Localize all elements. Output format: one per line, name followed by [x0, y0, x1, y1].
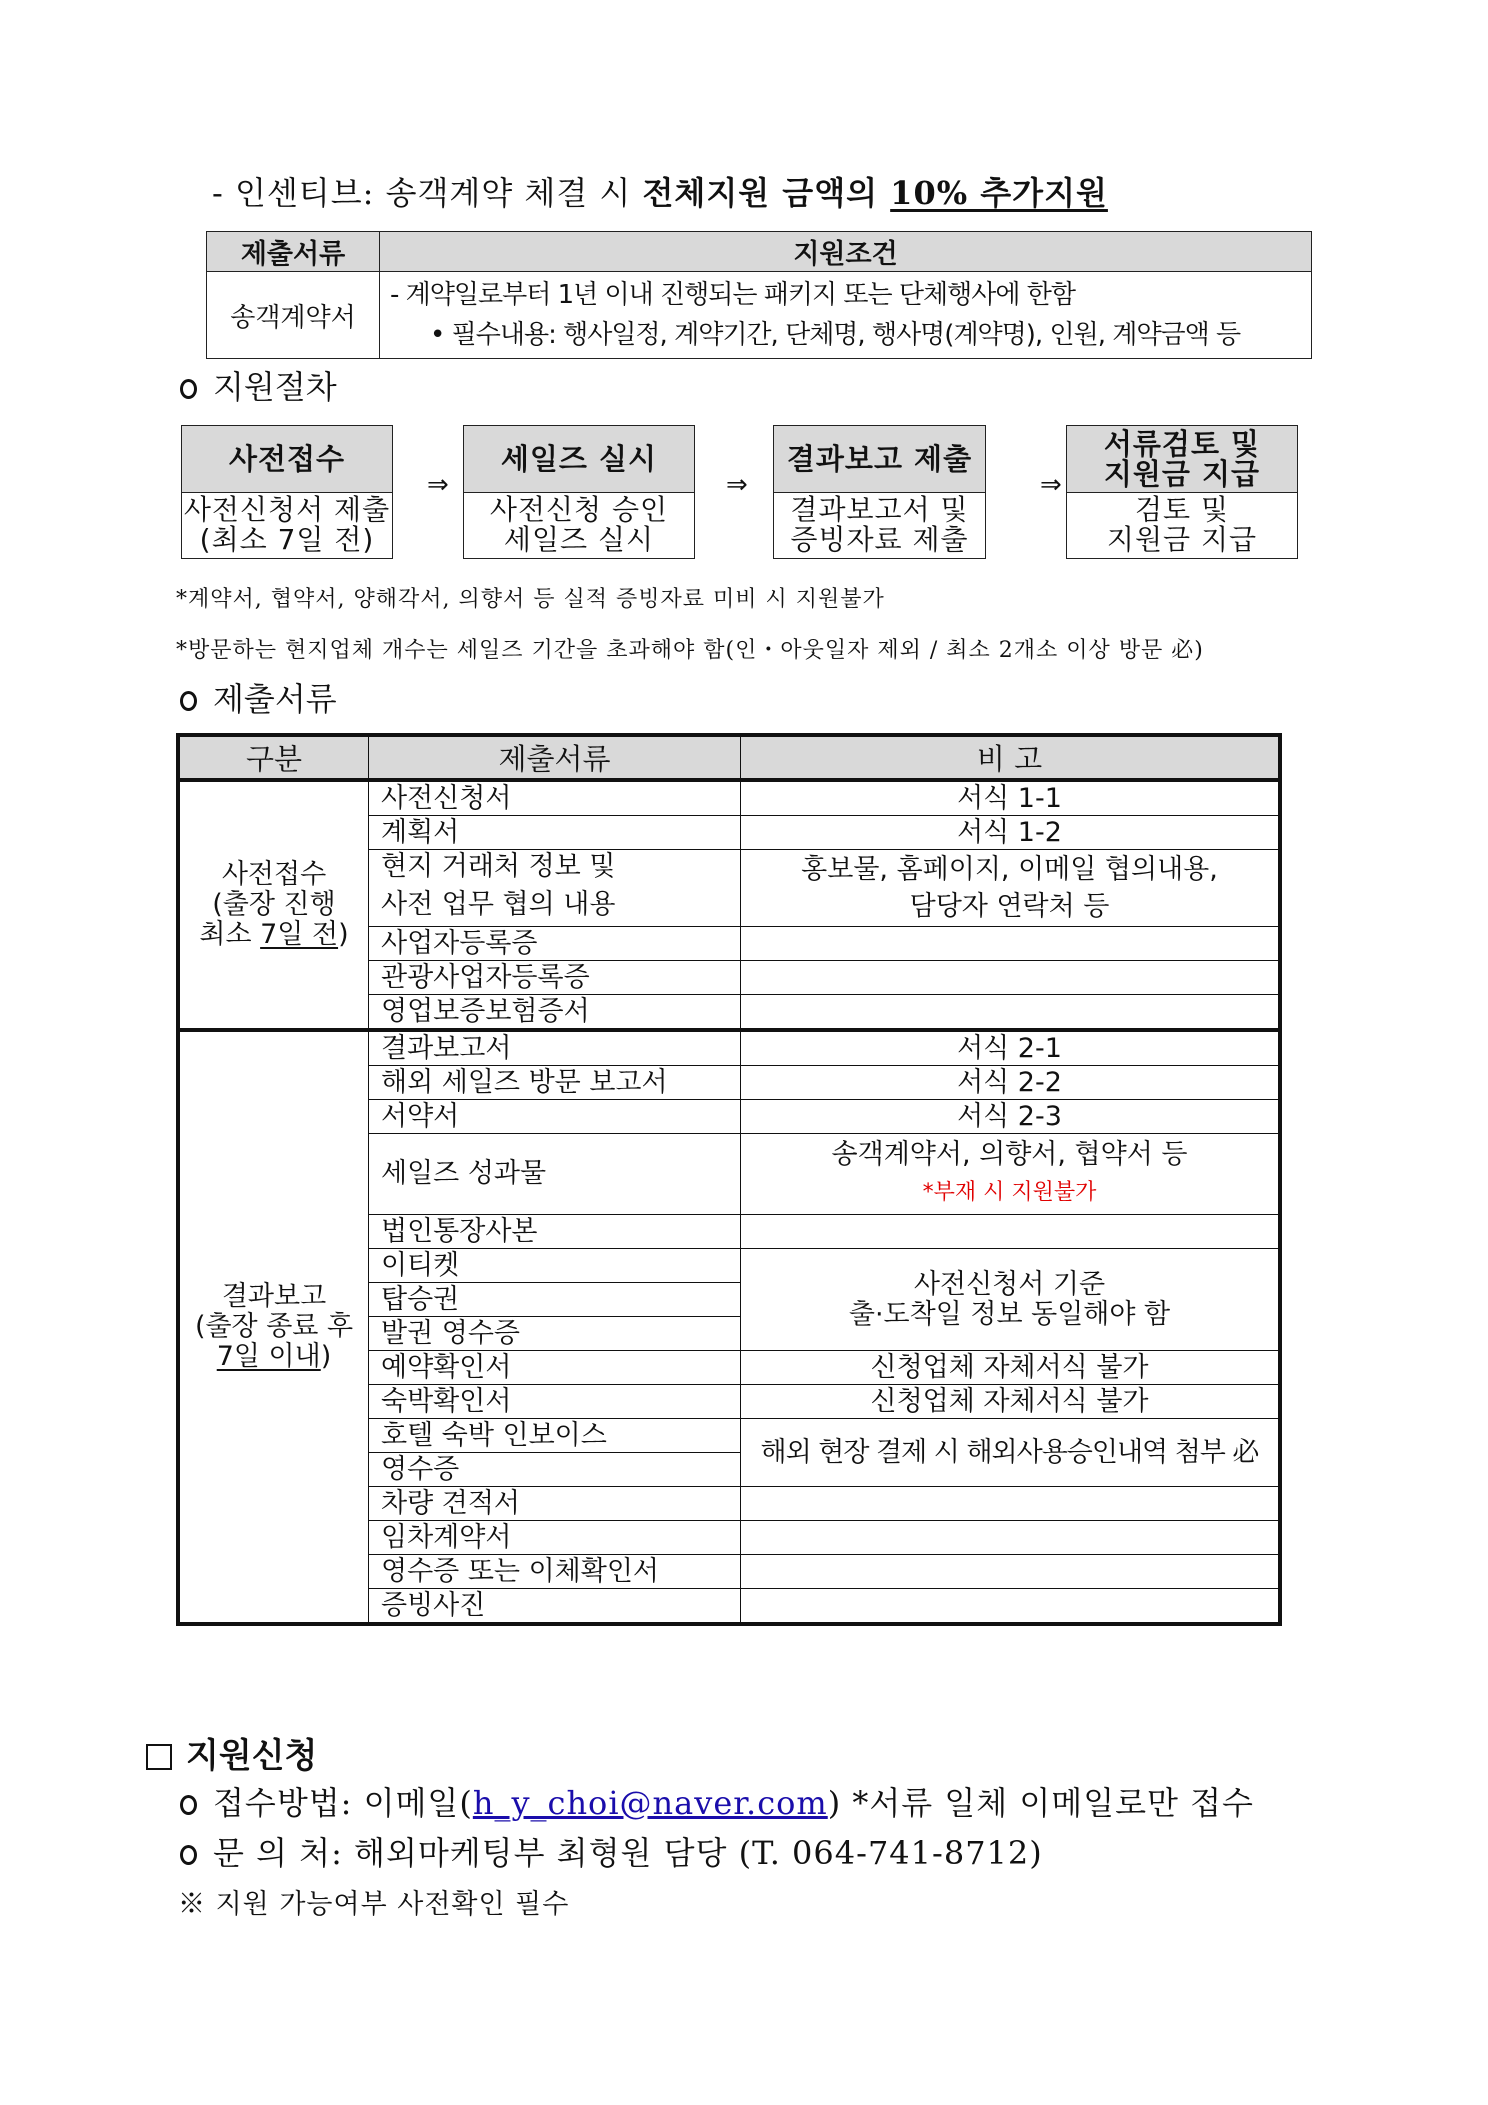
note-cell: 서식 2-1 [741, 1030, 1281, 1066]
group-label-line: (출장 진행 [212, 889, 336, 920]
flow-step-body [464, 493, 694, 557]
condition-line: • 필수내용: 행사일정, 계약기간, 단체명, 행사명(계약명), 인원, 계약금액 등 [430, 320, 1241, 350]
procedure-note: *계약서, 협약서, 양해각서, 의향서 등 실적 증빙자료 미비 시 지원불가 [176, 587, 885, 612]
application-method [180, 1778, 1254, 1824]
flow-step-title-line: 지원금 지급 [1103, 457, 1261, 491]
note-cell: 서식 1-2 [741, 816, 1281, 850]
condition-line: - 계약일로부터 1년 이내 진행되는 패키지 또는 단체행사에 한함 [390, 280, 1075, 310]
incentive-bold: 전체지원 금액의 [642, 174, 891, 212]
note-cell [741, 961, 1281, 995]
note-line: 담당자 연락처 등 [909, 891, 1110, 922]
note-cell: 서식 2-2 [741, 1066, 1281, 1100]
flow-step-body-line: (최소 7일 전) [199, 523, 375, 556]
note-cell: 신청업체 자체서식 불가 [741, 1385, 1281, 1419]
flow-step-title: 결과보고 제출 [774, 426, 985, 493]
flow-step-title-line: 서류검토 및 [1103, 427, 1261, 461]
group-label-part: ) [338, 919, 349, 950]
note-cell: 해외 현장 결제 시 해외사용승인내역 첨부 必 [741, 1419, 1281, 1487]
note-cell [741, 927, 1281, 961]
application-notice: ※ 지원 가능여부 사전확인 필수 [178, 1889, 570, 1920]
document-cell: 송객계약서 [207, 272, 380, 359]
incentive-highlight: 10% 추가지원 [890, 174, 1108, 212]
note-cell [741, 1589, 1281, 1625]
document-cell: 탑승권 [369, 1283, 741, 1317]
circle-bullet-icon [180, 379, 197, 399]
warning-note: *부재 시 지원불가 [922, 1180, 1097, 1205]
document-cell: 영수증 또는 이체확인서 [369, 1555, 741, 1589]
note-cell [741, 995, 1281, 1031]
flow-step-body-line: 사전신청서 제출 [183, 493, 391, 526]
group-label-line: (출장 종료 후 [194, 1311, 354, 1342]
flow-step-body [774, 493, 985, 557]
document-cell: 차량 견적서 [369, 1487, 741, 1521]
group-label-part: ) [320, 1341, 332, 1372]
note-line: 홍보물, 홈페이지, 이메일 협의내용, [801, 854, 1218, 885]
flow-step-body [1067, 493, 1297, 557]
document-cell: 사전 업무 협의 내용 [369, 883, 741, 927]
group-label-pre-registration [178, 780, 369, 1030]
note-cell: 서식 2-3 [741, 1100, 1281, 1134]
flow-step-report [773, 425, 986, 559]
column-header: 제출서류 [369, 735, 741, 780]
incentive-line [212, 168, 1108, 214]
flow-step-title: 사전접수 [182, 426, 392, 493]
flow-step-title [1067, 426, 1297, 493]
document-cell: 영업보증보험증서 [369, 995, 741, 1031]
document-cell: 계획서 [369, 816, 741, 850]
table-row [207, 272, 1312, 359]
flow-step-body-line: 세일즈 실시 [503, 523, 655, 556]
document-cell: 서약서 [369, 1100, 741, 1134]
group-label-part: 최소 [199, 919, 261, 950]
note-cell [741, 1555, 1281, 1589]
group-label-result-report [178, 1030, 369, 1624]
procedure-note: *방문하는 현지업체 개수는 세일즈 기간을 초과해야 함(인・아웃일자 제외 / 최소 2개소 이상 방문 必) [176, 638, 1204, 663]
email-link[interactable]: h_y_choi@naver.com [472, 1784, 828, 1822]
document-cell: 발권 영수증 [369, 1317, 741, 1351]
column-header: 비 고 [741, 735, 1281, 780]
note-cell [741, 1487, 1281, 1521]
circle-bullet-icon [180, 691, 197, 711]
document-cell: 임차계약서 [369, 1521, 741, 1555]
table-row [178, 780, 1280, 816]
flow-step-body-line: 사전신청 승인 [489, 493, 669, 526]
contract-condition-table [206, 231, 1312, 359]
method-label: 접수방법: 이메일( [213, 1784, 473, 1822]
document-cell: 호텔 숙박 인보이스 [369, 1419, 741, 1453]
section-heading-documents [180, 674, 337, 720]
group-label-deadline: 7일 이내 [216, 1341, 321, 1372]
document-cell: 예약확인서 [369, 1351, 741, 1385]
note-cell [741, 1521, 1281, 1555]
flow-step-body-line: 검토 및 [1134, 493, 1230, 526]
document-cell: 증빙사진 [369, 1589, 741, 1625]
incentive-prefix: - 인센티브: 송객계약 체결 시 [212, 174, 643, 212]
flow-step-body [182, 493, 392, 557]
document-cell: 사전신청서 [369, 780, 741, 816]
note-line: 출·도착일 정보 동일해야 함 [848, 1298, 1171, 1330]
group-label-deadline: 7일 전 [260, 919, 339, 950]
note-cell: 신청업체 자체서식 불가 [741, 1351, 1281, 1385]
note-cell [741, 1134, 1281, 1215]
document-cell: 이티켓 [369, 1249, 741, 1283]
flow-step-review-payment [1066, 425, 1298, 559]
flow-step-title: 세일즈 실시 [464, 426, 694, 493]
application-contact [180, 1828, 1043, 1874]
flow-step-pre-registration [181, 425, 393, 559]
table-row [178, 1030, 1280, 1066]
required-documents-table [176, 733, 1282, 1626]
document-cell: 세일즈 성과물 [369, 1134, 741, 1215]
section-heading-application [146, 1728, 317, 1777]
column-header: 지원조건 [380, 232, 1312, 272]
circle-bullet-icon [180, 1845, 197, 1865]
method-suffix: ) *서류 일체 이메일로만 접수 [827, 1784, 1254, 1822]
square-bullet-icon [146, 1744, 172, 1770]
document-cell: 관광사업자등록증 [369, 961, 741, 995]
column-header: 제출서류 [207, 232, 380, 272]
note-cell: 서식 1-1 [741, 780, 1281, 816]
table-header-row [178, 735, 1280, 780]
group-label-line [180, 1342, 368, 1372]
section-title: 제출서류 [213, 680, 337, 718]
document-cell: 숙박확인서 [369, 1385, 741, 1419]
flow-step-body-line: 증빙자료 제출 [790, 523, 969, 556]
group-label-line: 사전접수 [221, 859, 327, 890]
flow-step-body-line: 지원금 지급 [1106, 523, 1258, 556]
document-cell: 해외 세일즈 방문 보고서 [369, 1066, 741, 1100]
document-cell: 현지 거래처 정보 및 [369, 850, 741, 884]
arrow-right-icon: ⇒ [427, 470, 449, 500]
contact-text: 문 의 처: 해외마케팅부 최형원 담당 (T. 064-741-8712) [213, 1834, 1043, 1872]
flow-step-body-line: 결과보고서 및 [790, 493, 969, 526]
document-cell: 결과보고서 [369, 1030, 741, 1066]
document-cell: 사업자등록증 [369, 927, 741, 961]
arrow-right-icon: ⇒ [1040, 470, 1062, 500]
condition-cell [380, 272, 1312, 359]
table-header-row [207, 232, 1312, 272]
section-heading-procedure [180, 362, 337, 408]
note-line: 송객계약서, 의향서, 협약서 등 [831, 1139, 1188, 1170]
document-cell: 법인통장사본 [369, 1215, 741, 1249]
group-label-line [180, 920, 368, 950]
circle-bullet-icon [180, 1795, 197, 1815]
note-cell [741, 1215, 1281, 1249]
note-line: 사전신청서 기준 [913, 1268, 1106, 1300]
note-cell [741, 1249, 1281, 1351]
arrow-right-icon: ⇒ [726, 470, 748, 500]
note-cell [741, 850, 1281, 927]
document-cell: 영수증 [369, 1453, 741, 1487]
section-title: 지원절차 [213, 368, 337, 406]
flow-step-sales [463, 425, 695, 559]
section-title: 지원신청 [186, 1736, 318, 1776]
column-header: 구분 [178, 735, 369, 780]
group-label-line: 결과보고 [221, 1281, 327, 1312]
